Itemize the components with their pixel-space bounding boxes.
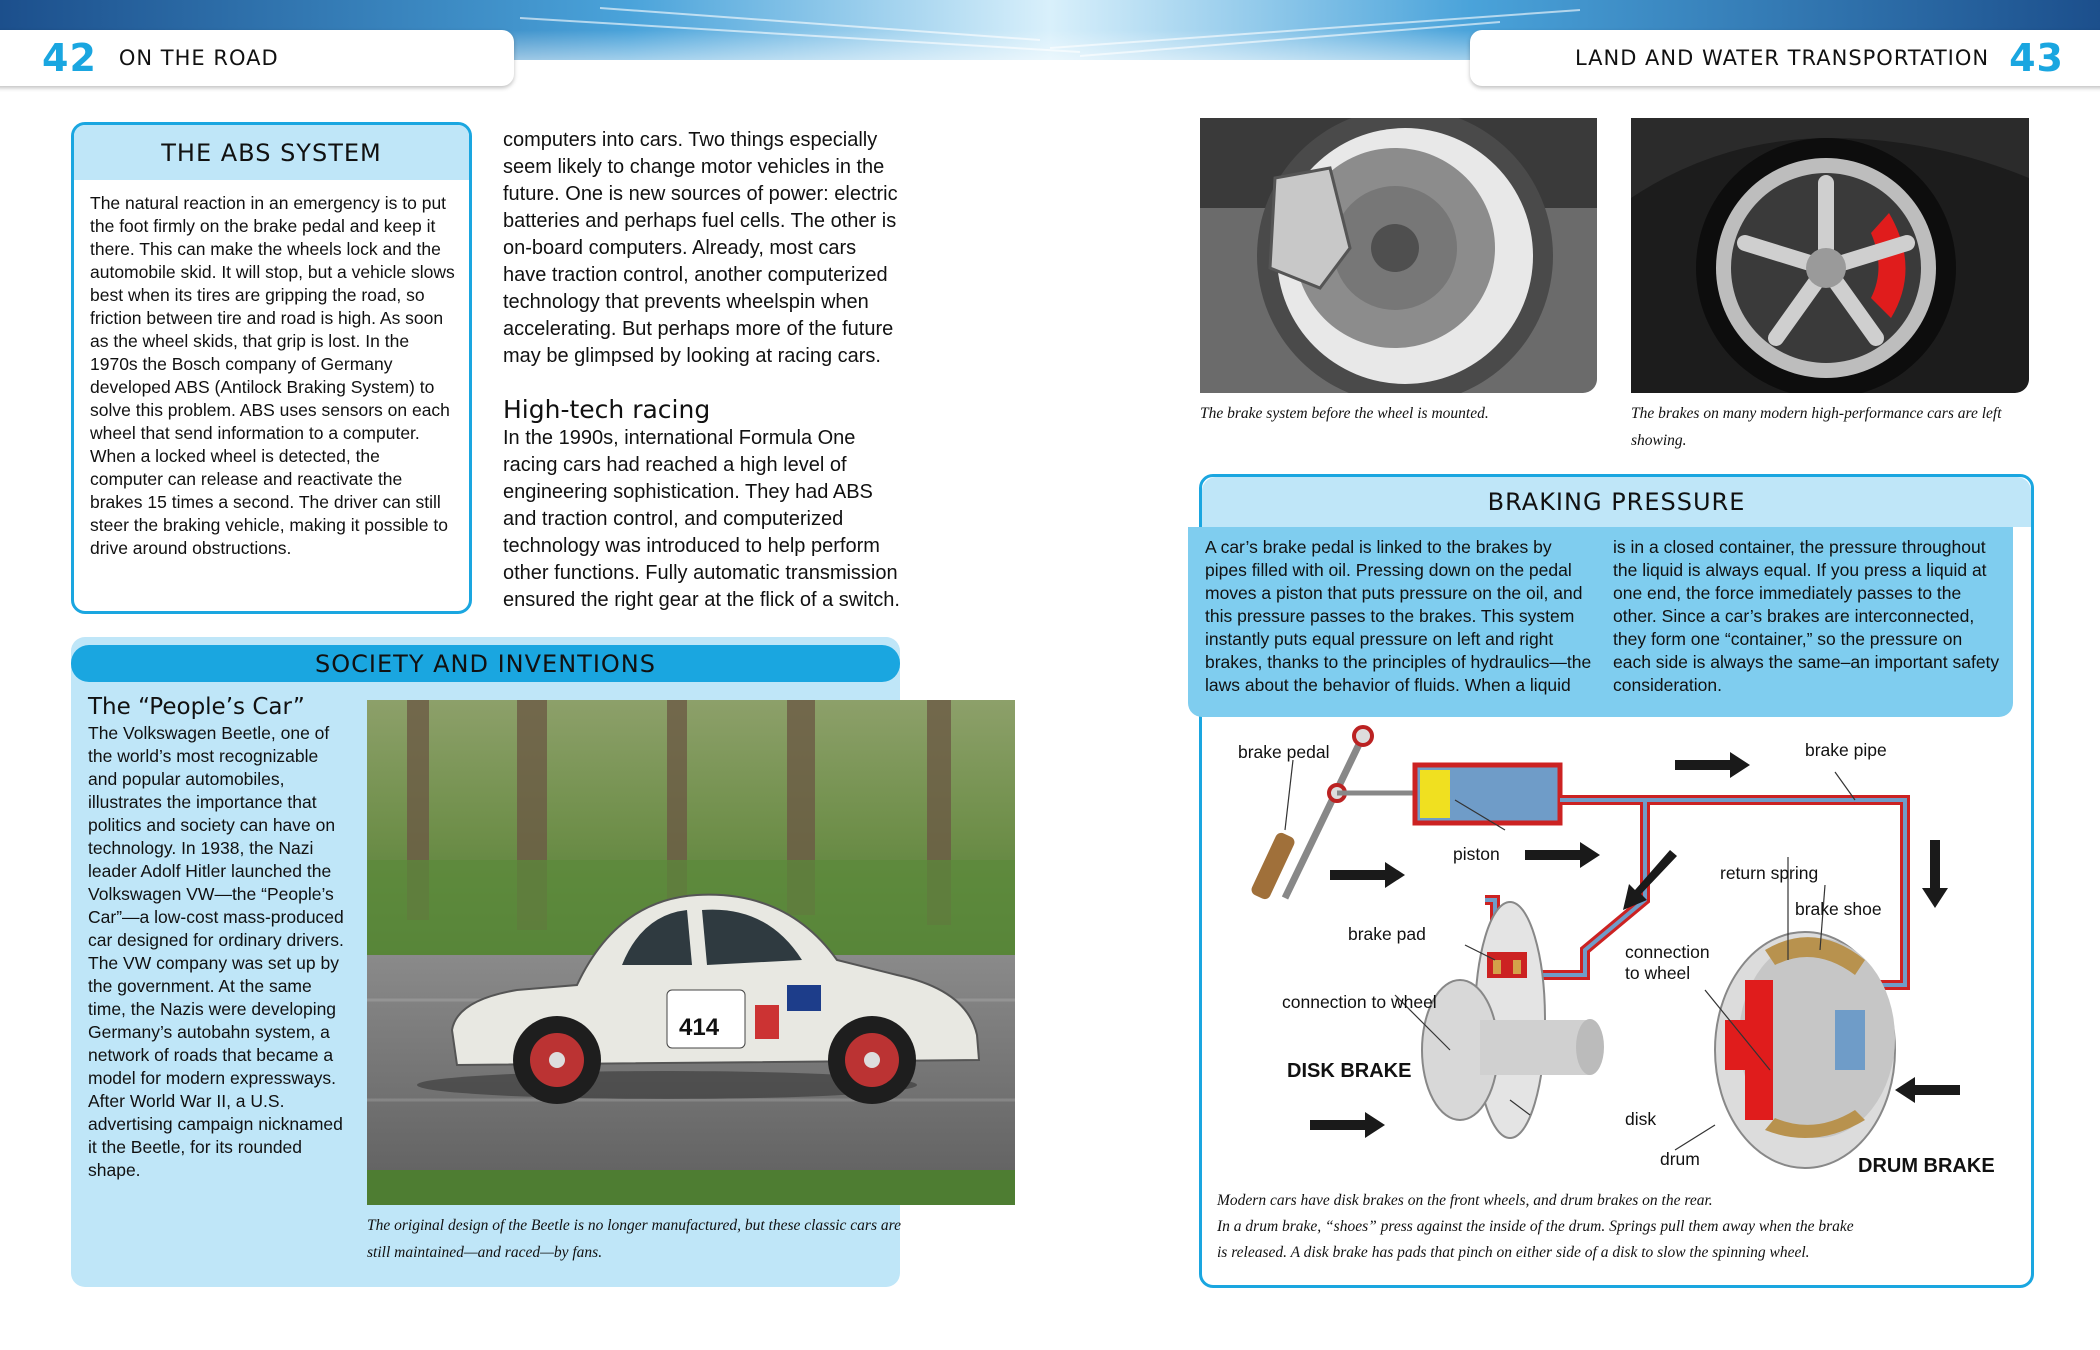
peoples-car-text: The Volkswagen Beetle, one of the world’s most recognizable and popular automobiles, illustrates the importance that politics and society can have on technology. In 1938, the Nazi leader Adolf Hitler launched the Volkswagen VW—the “People’s Car”—a low-cost mass-produced car designed for ordinary drivers. The VW company was set up by the government. At the same time, the Nazis were developing Germany’s autobahn system, a network of roads that became a model for modern expressways. After World War II, a U.S. advertising campaign nicknamed it the Beetle, for its rounded shape. <box>88 723 344 1180</box>
performance-wheel-caption: The brakes on many modern high-performance cars are left showing. <box>1631 405 2002 449</box>
car-number: 414 <box>679 1014 720 1041</box>
brake-system-photo-graphic <box>1200 118 1597 393</box>
intro-paragraph: computers into cars. Two things especially seem likely to change motor vehicles in the future. One is new sources of power: electric batteries and perhaps fuel cells. The other is on-board computers. Already, most cars have traction control, another computerized technology that prevents wheelspin when accelerating. But perhaps more of the future may be glimpsed by looking at racing cars. <box>503 129 898 367</box>
label-drum: drum <box>1660 1149 1700 1169</box>
abs-box-text: The natural reaction in an emergency is to put the foot firmly on the brake pedal and keep it there. This can make the wheels lock and the automobile skid. It will stop, but a vehicle slows best when its tires are gripping the road, so friction between tire and road is high. As soon as the wheel skids, that grip is lost. In the 1970s the Bosch company of Germany developed ABS (Antilock Braking System) to solve this problem. ABS uses sensors on each wheel that send information to a computer. When a locked wheel is detected, the computer can release and reactivate the brakes 15 times a second. The driver can still steer the braking vehicle, making it possible to drive around obstructions. <box>90 193 455 558</box>
label-connection-right-2: to wheel <box>1625 963 1691 983</box>
racing-paragraph: In the 1990s, international Formula One racing cars had reached a high level of engineering sophistication. They had ABS and traction control, and computerized technology was introduced to help perform other functions. Fully automatic transmission ensured the right gear at the flick of a switch. <box>503 427 900 611</box>
label-brake-shoe: brake shoe <box>1795 899 1882 919</box>
header-band <box>0 0 2100 92</box>
label-brake-pad: brake pad <box>1348 924 1426 944</box>
drum-brake-drawing <box>1715 932 1895 1168</box>
beetle-caption: The original design of the Beetle is no longer manufactured, but these classic cars are still maintained—and raced—by fans. <box>367 1217 901 1261</box>
diagram-caption-line-3: is released. A disk brake has pads that pinch on either side of a disk to slow the spinning wheel. <box>1217 1244 1810 1261</box>
diagram-caption-line-2: In a drum brake, “shoes” press against the inside of the drum. Springs pull them away when the brake <box>1217 1218 1854 1235</box>
label-brake-pedal: brake pedal <box>1238 742 1330 762</box>
racing-heading: High-tech racing <box>503 395 711 424</box>
peoples-car-heading: The “People’s Car” <box>88 694 305 720</box>
label-drum-brake: DRUM BRAKE <box>1858 1155 1995 1177</box>
label-brake-pipe: brake pipe <box>1805 740 1887 760</box>
page-title-right: LAND AND WATER TRANSPORTATION <box>1574 46 1990 70</box>
brake-system-photo <box>1200 118 1597 393</box>
diagram-caption-line-1: Modern cars have disk brakes on the front wheels, and drum brakes on the rear. <box>1217 1192 1713 1209</box>
abs-box-header <box>74 125 469 180</box>
brake-system-caption: The brake system before the wheel is mounted. <box>1200 405 1489 422</box>
abs-system-box <box>71 122 472 614</box>
society-box-header <box>71 645 900 682</box>
beetle-photo <box>367 700 1015 1205</box>
braking-box-title: BRAKING PRESSURE <box>1487 488 1746 516</box>
performance-wheel-photo-graphic <box>1631 118 2029 393</box>
label-return-spring: return spring <box>1720 863 1819 883</box>
label-disk: disk <box>1625 1109 1657 1129</box>
abs-box-title: THE ABS SYSTEM <box>161 138 382 167</box>
page-number-left: 42 <box>42 36 97 80</box>
label-disk-brake: DISK BRAKE <box>1287 1060 1412 1082</box>
master-cylinder-drawing <box>1415 765 1560 823</box>
brake-diagram-graphic <box>1205 720 2015 1185</box>
braking-text-right: is in a closed container, the pressure throughout the liquid is always equal. If you press a liquid at one end, the force immediately passes to the other. Since a car’s brakes are interconnected, they form one “container,” so the pressure on each side is always the same–an important safety consideration. <box>1613 537 2000 695</box>
header-tab-left <box>0 30 514 86</box>
label-connection-right-1: connection <box>1625 942 1710 962</box>
page-title-left: ON THE ROAD <box>118 46 279 70</box>
page-number-right: 43 <box>2009 36 2064 80</box>
header-tab-right <box>1470 30 2100 86</box>
braking-text-left: A car’s brake pedal is linked to the brakes by pipes filled with oil. Pressing down on the pedal moves a piston that puts pressure on the oil, and this pressure passes to the brakes. This system instantly puts equal pressure on left and right brakes, thanks to the principles of hydraulics—the laws about the behavior of fluids. When a liquid <box>1205 537 1592 695</box>
beetle-photo-graphic <box>367 700 1015 1205</box>
performance-wheel-photo <box>1631 118 2029 393</box>
society-box-title: SOCIETY AND INVENTIONS <box>315 649 656 678</box>
label-connection-left: connection to wheel <box>1282 992 1437 1012</box>
braking-box-header <box>1202 477 2031 527</box>
label-piston: piston <box>1453 844 1500 864</box>
brake-diagram <box>1205 720 2015 1185</box>
